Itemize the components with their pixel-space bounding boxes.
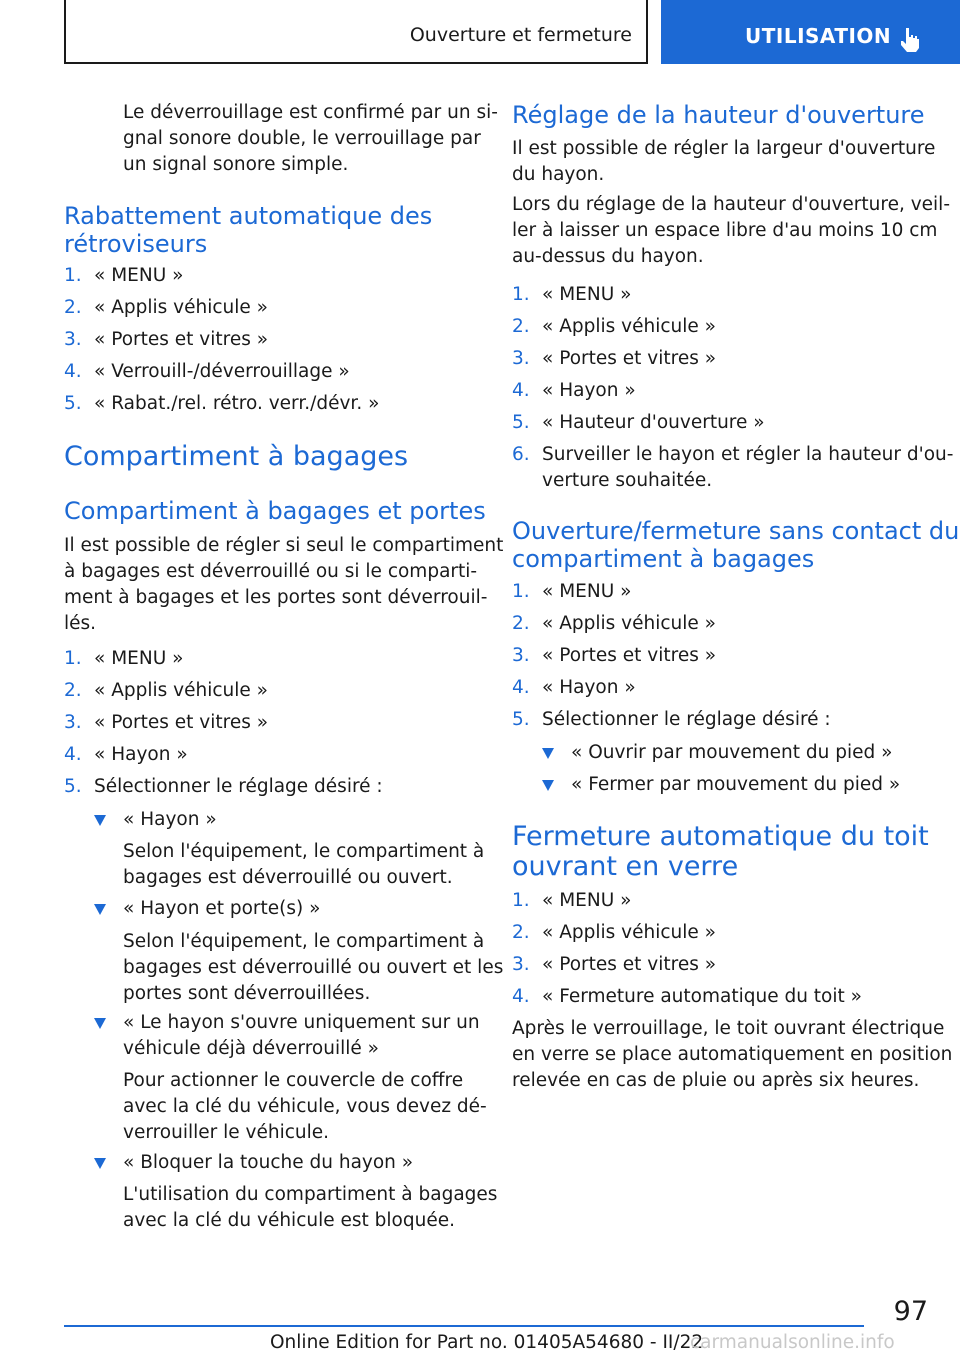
option-desc: avec la clé du véhicule, vous devez dé-	[123, 1096, 487, 1117]
step-text: « MENU »	[94, 265, 184, 286]
option-label: « Hayon et porte(s) »	[123, 898, 321, 919]
bullet-triangle-icon	[542, 748, 554, 759]
roof-heading: Fermeture automatique du toit	[512, 821, 929, 852]
footer-rule	[64, 1325, 864, 1327]
step-number: 4.	[64, 361, 82, 382]
option-desc: bagages est déverrouillé ou ouvert.	[123, 867, 453, 888]
step-number: 1.	[512, 284, 530, 305]
height-p2-line: ler à laisser un espace libre d'au moins 10 cm	[512, 220, 938, 241]
step-text: Sélectionner le réglage désiré :	[542, 709, 831, 730]
trunk-desc-line: ment à bagages et les portes sont déverrouil-	[64, 587, 488, 608]
bullet-triangle-icon	[542, 780, 554, 791]
step-number: 5.	[64, 776, 82, 797]
step-number: 4.	[512, 677, 530, 698]
step-number: 5.	[512, 709, 530, 730]
roof-desc-line: relevée en cas de pluie ou après six heures.	[512, 1070, 920, 1091]
step-number: 1.	[512, 581, 530, 602]
height-heading: Réglage de la hauteur d'ouverture	[512, 101, 925, 129]
step-number: 2.	[64, 680, 82, 701]
intro-line: un signal sonore simple.	[123, 154, 349, 175]
mirror-heading: Rabattement automatique des	[64, 202, 433, 230]
step-number: 4.	[64, 744, 82, 765]
step-number: 2.	[512, 613, 530, 634]
bullet-triangle-icon	[94, 815, 106, 826]
step-text: « Portes et vitres »	[94, 712, 269, 733]
step-text: « Applis véhicule »	[94, 680, 268, 701]
height-p1-line: Il est possible de régler la largeur d'ouverture	[512, 138, 936, 159]
intro-line: Le déverrouillage est confirmé par un si-	[123, 102, 498, 123]
option-desc: Selon l'équipement, le compartiment à	[123, 841, 485, 862]
step-number: 2.	[64, 297, 82, 318]
watermark: carmanualsonline.info	[690, 1332, 895, 1353]
option-desc: portes sont déverrouillées.	[123, 983, 371, 1004]
step-text: « MENU »	[542, 890, 632, 911]
trunk-subtitle: Compartiment à bagages et portes	[64, 497, 486, 525]
option-label: « Le hayon s'ouvre uniquement sur un	[123, 1012, 480, 1033]
step-text: « MENU »	[542, 581, 632, 602]
contactless-heading: compartiment à bagages	[512, 545, 815, 573]
step-text: « Portes et vitres »	[542, 954, 717, 975]
step-text: « Applis véhicule »	[542, 316, 716, 337]
step-number: 4.	[512, 380, 530, 401]
step-number: 3.	[64, 712, 82, 733]
footer-edition: Online Edition for Part no. 01405A54680 - II/22	[270, 1332, 704, 1353]
step-number: 5.	[512, 412, 530, 433]
roof-desc-line: en verre se place automatiquement en position	[512, 1044, 953, 1065]
step-number: 3.	[512, 645, 530, 666]
bullet-triangle-icon	[94, 1158, 106, 1169]
step-text: « Portes et vitres »	[94, 329, 269, 350]
step-number: 3.	[64, 329, 82, 350]
option-label: « Hayon »	[123, 809, 217, 830]
option-desc: Selon l'équipement, le compartiment à	[123, 931, 485, 952]
trunk-desc-line: lés.	[64, 613, 97, 634]
trunk-desc-line: à bagages est déverrouillé ou si le comparti-	[64, 561, 478, 582]
roof-desc-line: Après le verrouillage, le toit ouvrant électrique	[512, 1018, 945, 1039]
option-desc: L'utilisation du compartiment à bagages	[123, 1184, 498, 1205]
header-section-box	[64, 0, 648, 64]
step-text: « Applis véhicule »	[94, 297, 268, 318]
step-number: 3.	[512, 348, 530, 369]
step-number: 6.	[512, 444, 530, 465]
step-number: 2.	[512, 922, 530, 943]
step-text: « Hayon »	[542, 380, 636, 401]
step-text: « MENU »	[94, 648, 184, 669]
contactless-heading: Ouverture/fermeture sans contact du	[512, 517, 960, 545]
option-desc: Pour actionner le couvercle de coffre	[123, 1070, 464, 1091]
trunk-title: Compartiment à bagages	[64, 441, 409, 472]
bullet-triangle-icon	[94, 904, 106, 915]
step-text: « MENU »	[542, 284, 632, 305]
step-number: 5.	[64, 393, 82, 414]
bullet-triangle-icon	[94, 1018, 106, 1029]
step-text: « Hayon »	[94, 744, 188, 765]
step-text: Sélectionner le réglage désiré :	[94, 776, 383, 797]
step-text: « Applis véhicule »	[542, 922, 716, 943]
step-number: 4.	[512, 986, 530, 1007]
option-label: « Ouvrir par mouvement du pied »	[571, 742, 893, 763]
trunk-desc-line: Il est possible de régler si seul le compartiment	[64, 535, 504, 556]
step-number: 3.	[512, 954, 530, 975]
step-text: « Rabat./rel. rétro. verr./dévr. »	[94, 393, 380, 414]
height-p2-line: au-dessus du hayon.	[512, 246, 704, 267]
roof-heading: ouvrant en verre	[512, 851, 739, 882]
step-text: Surveiller le hayon et régler la hauteur d'ou-	[542, 444, 954, 465]
height-p2-line: Lors du réglage de la hauteur d'ouverture, veil-	[512, 194, 950, 215]
step-text: « Verrouill-/déverrouillage »	[94, 361, 350, 382]
header-chapter-tab	[661, 0, 960, 64]
option-desc: bagages est déverrouillé ou ouvert et les	[123, 957, 504, 978]
step-text: verture souhaitée.	[542, 470, 713, 491]
option-label: « Bloquer la touche du hayon »	[123, 1152, 414, 1173]
intro-line: gnal sonore double, le verrouillage par	[123, 128, 481, 149]
height-p1-line: du hayon.	[512, 164, 605, 185]
header-section-title: Ouverture et fermeture	[409, 24, 632, 46]
step-text: « Portes et vitres »	[542, 645, 717, 666]
step-number: 1.	[512, 890, 530, 911]
option-label: véhicule déjà déverrouillé »	[123, 1038, 379, 1059]
step-text: « Fermeture automatique du toit »	[542, 986, 862, 1007]
step-number: 2.	[512, 316, 530, 337]
step-text: « Portes et vitres »	[542, 348, 717, 369]
step-text: « Hayon »	[542, 677, 636, 698]
option-desc: avec la clé du véhicule est bloquée.	[123, 1210, 455, 1231]
header-chapter-title: UTILISATION	[745, 24, 892, 48]
option-label: « Fermer par mouvement du pied »	[571, 774, 901, 795]
step-number: 1.	[64, 265, 82, 286]
step-text: « Applis véhicule »	[542, 613, 716, 634]
step-text: « Hauteur d'ouverture »	[542, 412, 765, 433]
pointing-hand-icon	[897, 26, 921, 54]
mirror-heading: rétroviseurs	[64, 230, 208, 258]
option-desc: verrouiller le véhicule.	[123, 1122, 330, 1143]
page-number: 97	[893, 1296, 928, 1327]
step-number: 1.	[64, 648, 82, 669]
